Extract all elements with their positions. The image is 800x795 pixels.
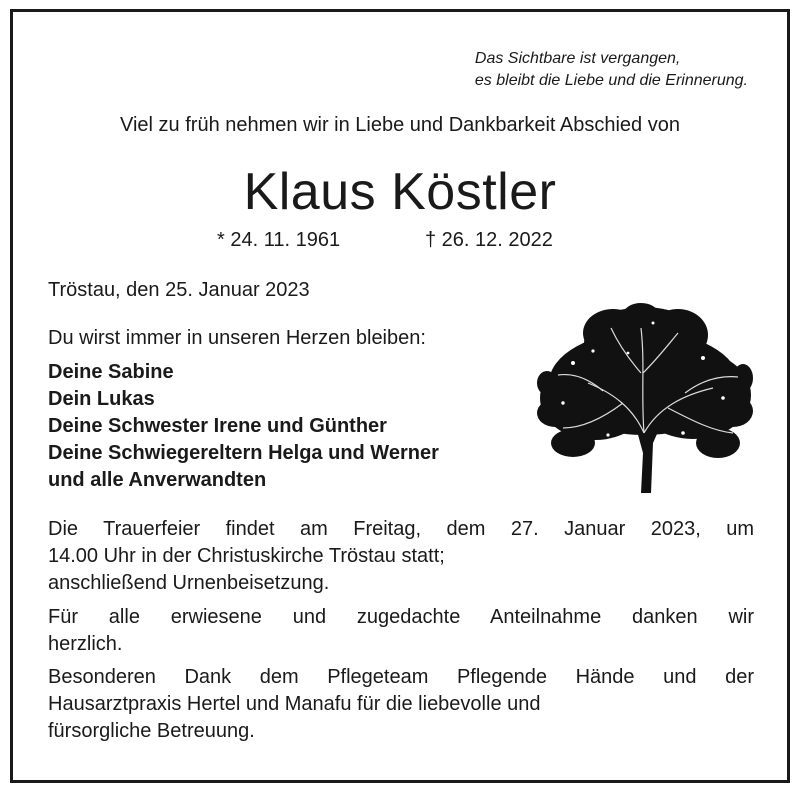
thanks-line: herzlich. bbox=[48, 633, 123, 655]
funeral-paragraph bbox=[48, 516, 754, 597]
birth-date: * 24. 11. 1961 bbox=[217, 229, 341, 251]
motto-line: es bleibt die Liebe und die Erinnerung. bbox=[474, 72, 748, 89]
thanks-paragraph bbox=[48, 604, 754, 658]
special-thanks-line: Besonderen Dank dem Pflegeteam Pflegende Hände und der bbox=[48, 666, 754, 688]
mourners-list bbox=[48, 359, 439, 494]
thanks-line: Für alle erwiesene und zugedachte Anteilnahme danken wir bbox=[48, 606, 754, 628]
tree-icon bbox=[533, 303, 755, 493]
mourner-item: Deine Sabine bbox=[48, 361, 174, 383]
deceased-name: Klaus Köstler bbox=[243, 163, 557, 221]
funeral-line: anschließend Urnenbeisetzung. bbox=[48, 572, 330, 594]
mourner-item: Deine Schwester Irene und Günther bbox=[48, 415, 387, 437]
funeral-line: 14.00 Uhr in der Christuskirche Tröstau statt; bbox=[48, 545, 445, 567]
special-thanks-line: fürsorgliche Betreuung. bbox=[48, 720, 255, 742]
motto-line: Das Sichtbare ist vergangen, bbox=[474, 50, 681, 67]
mourner-item: und alle Anverwandten bbox=[48, 469, 267, 491]
mourner-item: Deine Schwiegereltern Helga und Werner bbox=[48, 442, 439, 464]
place-date: Tröstau, den 25. Januar 2023 bbox=[48, 279, 310, 301]
funeral-line: Die Trauerfeier findet am Freitag, dem 27. Januar 2023, um bbox=[48, 518, 754, 540]
remembrance-line: Du wirst immer in unseren Herzen bleiben: bbox=[48, 327, 426, 349]
motto bbox=[475, 48, 748, 92]
special-thanks-paragraph bbox=[48, 664, 754, 745]
intro-text: Viel zu früh nehmen wir in Liebe und Dankbarkeit Abschied von bbox=[120, 114, 680, 136]
death-date: † 26. 12. 2022 bbox=[425, 229, 553, 251]
special-thanks-line: Hausarztpraxis Hertel und Manafu für die liebevolle und bbox=[48, 693, 541, 715]
mourner-item: Dein Lukas bbox=[48, 388, 155, 410]
